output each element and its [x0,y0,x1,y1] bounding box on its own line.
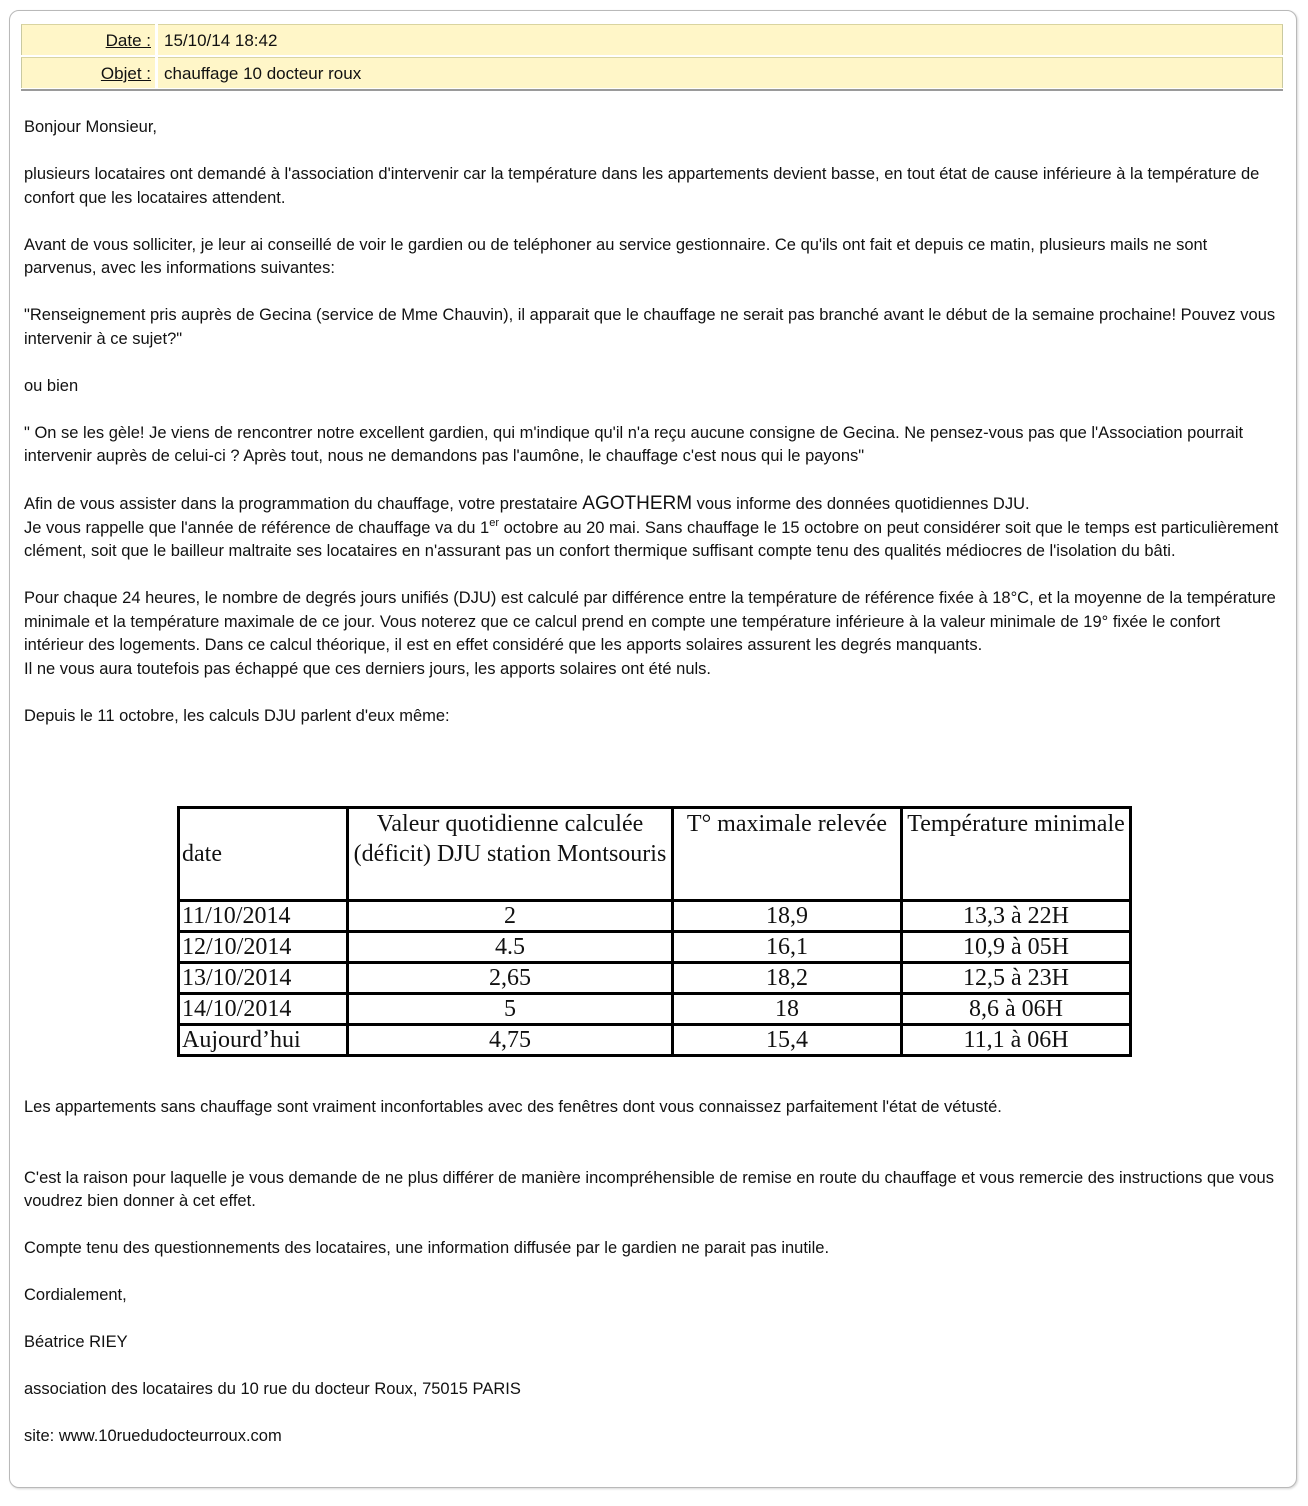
subject-row [21,57,1283,88]
greeting: Bonjour Monsieur, [24,118,157,136]
paragraph-dju-explanation: Pour chaque 24 heures, le nombre de degrés jours unifiés (DJU) est calculé par différence entre la température de référence fixée à 18°C, et la moyenne de la température minimale et la température maximale de ce jour. Vous noterez que ce calcul prend en compte une température inférieure à la valeur minimale de 19° fixée le confort intérieur des logements. Dans ce calcul théorique, il est en effet considéré que les apports solaires assurent les degrés manquants. [24,589,1276,654]
paragraph-agotherm [24,492,1279,517]
paragraph-reference-year [24,517,1279,564]
table-cell: 5 [348,994,673,1025]
subject-label-text: Objet : [100,64,151,83]
table-header-row [179,808,1131,901]
paragraph-windows: Les appartements sans chauffage sont vraiment inconfortables avec des fenêtres dont vous connaissez parfaitement l'état de vétusté. [24,1098,1002,1116]
paragraph-solar: Il ne vous aura toutefois pas échappé que ces derniers jours, les apports solaires ont été nuls. [24,659,711,678]
table-cell: 14/10/2014 [179,994,348,1025]
header-divider [21,89,1283,91]
site-link[interactable]: www.10ruedudocteurroux.com [58,1427,282,1445]
table-row [179,1025,1131,1056]
table-cell: 4.5 [348,932,673,963]
date-label-text: Date : [105,31,151,50]
table-header-max: T° maximale relevée [673,808,902,901]
email-header [21,24,1283,91]
table-cell: 11/10/2014 [179,901,348,932]
table-header-dju: Valeur quotidienne calculée (déficit) DJU station Montsouris [348,808,673,901]
table-cell: 13,3 à 22H [902,901,1131,932]
table-cell: 10,9 à 05H [902,932,1131,963]
table-cell: 18 [673,994,902,1025]
table-cell: 16,1 [673,932,902,963]
paragraph-information: Compte tenu des questionnements des locataires, une information diffusée par le gardien ne parait pas inutile. [24,1239,830,1257]
table-cell: 2,65 [348,963,673,994]
paragraph-context: Avant de vous solliciter, je leur ai conseillé de voir le gardien ou de teléphoner au service gestionnaire. Ce qu'ils ont fait et depuis ce matin, plusieurs mails ne sont parvenus, avec les informations suivantes: [24,235,1208,277]
signoff: Cordialement, [24,1286,127,1304]
signature-site [24,1425,1279,1449]
reference-before: Je vous rappelle que l'année de référence de chauffage va du 1 [24,518,490,537]
date-label [21,24,155,55]
table-header-min: Température minimale [902,808,1131,901]
table-row [179,901,1131,932]
table-cell: 2 [348,901,673,932]
subject-label [21,57,155,88]
table-cell: 12,5 à 23H [902,963,1131,994]
table-cell: Aujourd’hui [179,1025,348,1056]
table-row [179,963,1131,994]
table-header-date: date [179,808,348,901]
agotherm-brand: AGOTHERM [582,493,693,514]
table-cell: 12/10/2014 [179,932,348,963]
date-row [21,24,1283,55]
paragraph-since: Depuis le 11 octobre, les calculs DJU parlent d'eux même: [24,706,450,725]
agotherm-after: vous informe des données quotidiennes DJU. [692,495,1030,513]
table-cell: 18,2 [673,963,902,994]
agotherm-before: Afin de vous assister dans la programmation du chauffage, votre prestataire [24,495,583,513]
subject-value: chauffage 10 docteur roux [158,57,1283,88]
site-label: site: [24,1427,59,1445]
email-body [24,116,1279,752]
table-cell: 18,9 [673,901,902,932]
email-closing [24,1096,1279,1472]
quote-first: "Renseignement pris auprès de Gecina (service de Mme Chauvin), il apparait que le chauffage ne serait pas branché avant le début de la semaine prochaine! Pouvez vous intervenir à ce sujet?" [24,306,1276,348]
table-cell: 11,1 à 06H [902,1025,1131,1056]
signature-org: association des locataires du 10 rue du docteur Roux, 75015 PARIS [24,1380,521,1398]
table-cell: 4,75 [348,1025,673,1056]
table-cell: 8,6 à 06H [902,994,1131,1025]
reference-sup: er [489,516,499,529]
quote-second: " On se les gèle! Je viens de rencontrer notre excellent gardien, qui m'indique qu'il n'a reçu aucune consigne de Gecina. Ne pensez-vous pas que l'Association pourrait intervenir auprès de celui-ci ? Après tout, nous ne demandons pas l'aumône, le chauffage c'est nous qui le payons" [24,423,1244,465]
spacer [24,1143,1279,1167]
or-text: ou bien [24,376,79,395]
table-cell: 13/10/2014 [179,963,348,994]
signature-name: Béatrice RIEY [24,1333,128,1351]
paragraph-demand: C'est la raison pour laquelle je vous demande de ne plus différer de manière incompréhensible de remise en route du chauffage et vous remercie des instructions que vous voudrez bien donner à cet effet. [24,1168,1274,1210]
table-row [179,932,1131,963]
date-value: 15/10/14 18:42 [158,24,1283,55]
reference-after: octobre au 20 mai. Sans chauffage le 15 octobre on peut considérer soit que le temps est particulièrement clément, soit que le bailleur maltraite ses locataires en n'assurant pas un confort thermique suffisant compte tenu des qualités médiocres de l'isolation du bâti. [24,518,1279,560]
table-cell: 15,4 [673,1025,902,1056]
paragraph-request: plusieurs locataires ont demandé à l'association d'intervenir car la température dans les appartements devient basse, en tout état de cause inférieure à la température de confort que les locataires attendent. [24,165,1260,207]
table-row [179,994,1131,1025]
dju-table [177,806,1132,1057]
